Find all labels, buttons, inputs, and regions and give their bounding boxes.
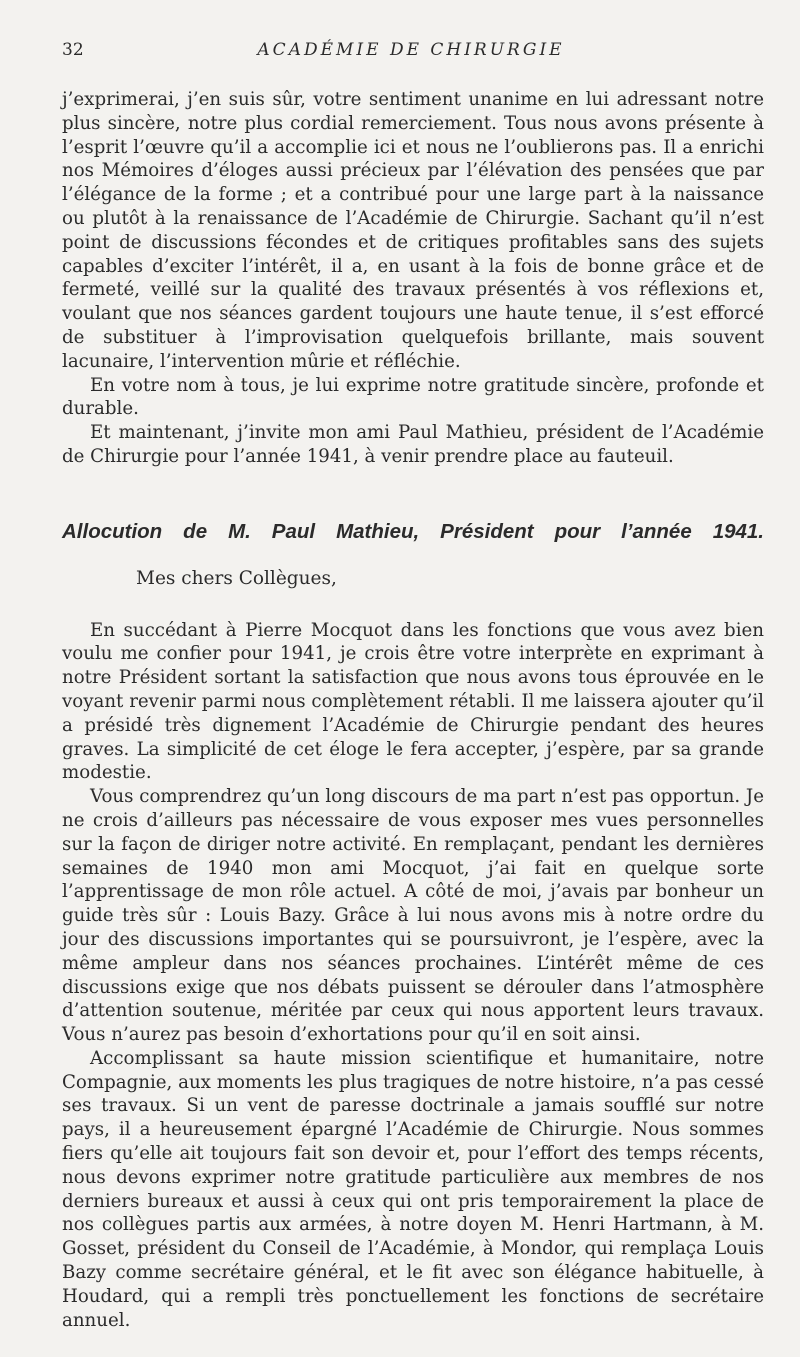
page-header — [62, 40, 760, 70]
salutation: Mes chers Collègues, — [136, 567, 337, 589]
running-title: ACADÉMIE DE CHIRURGIE — [257, 40, 565, 60]
page-number: 32 — [62, 40, 84, 60]
body-text — [62, 88, 764, 1332]
paragraph: En succédant à Pierre Mocquot dans les fonctions que vous avez bien voulu me confier pour 1941, je crois être votre interprète en exprimant à notre Président sortant la satisfaction que nous avons tous éprouvée en le voyant revenir parmi nous complètement rétabli. Il me laissera ajouter qu’il a présidé très dignement l’Académie de Chirurgie pendant des heures graves. La simplicité de cet éloge le fera accepter, j’espère, par sa grande modestie. — [62, 619, 764, 784]
section-title: Allocution de M. Paul Mathieu, Président pour l’année 1941. — [62, 519, 764, 543]
paragraph: Accomplissant sa haute mission scientifique et humanitaire, notre Compagnie, aux moments les plus tragiques de notre histoire, n’a pas cessé ses travaux. Si un vent de paresse doctrinale a jamais soufflé sur notre pays, il a heureusement épargné l’Académie de Chirurgie. Nous sommes fiers qu’elle ait toujours fait son devoir et, pour l’effort des temps récents, nous devons exprimer notre gratitude particulière aux membres de nos derniers bureaux et aussi à ceux qui ont pris temporairement la place de nos collègues partis aux armées, à notre doyen M. Henri Hartmann, à M. Gosset, président du Conseil de l’Académie, à Mondor, qui remplaça Louis Bazy comme secrétaire général, et le fit avec son élégance habituelle, à Houdard, qui a rempli très ponctuellement les fonctions de secrétaire annuel. — [62, 1047, 765, 1331]
paragraph: Et maintenant, j’invite mon ami Paul Mathieu, président de l’Académie de Chirurgie pour l’année 1941, à venir prendre place au fauteuil. — [62, 422, 764, 467]
paragraph: Vous comprendrez qu’un long discours de ma part n’est pas opportun. Je ne crois d’ailleurs pas nécessaire de vous exposer mes vues personnelles sur la façon de diriger notre activité. En remplaçant, pendant les dernières semaines de 1940 mon ami Mocquot, j’ai fait en quelque sorte l’apprentissage de mon rôle actuel. A côté de moi, j’avais par bonheur un guide très sûr : Louis Bazy. Grâce à lui nous avons mis à notre ordre du jour des discussions importantes qui se poursuivront, je l’espère, avec la même ampleur dans nos séances prochaines. L’intérêt même de ces discussions exige que nos débats puissent se dérouler dans l’atmosphère d’attention soutenue, méritée par ceux qui nous apportent leurs travaux. Vous n’aurez pas besoin d’exhortations pour qu’il en soit ainsi. — [62, 786, 764, 1046]
paragraph-continued: j’exprimerai, j’en suis sûr, votre sentiment unanime en lui adressant notre plus sincère, notre plus cordial remerciement. Tous nous avons présente à l’esprit l’œuvre qu’il a accomplie ici et nous ne l’oublierons pas. Il a enrichi nos Mémoires d’éloges aussi précieux par l’élévation des pensées que par l’élégance de la forme ; et a contribué pour une large part à la naissance ou plutôt à la renaissance de l’Académie de Chirurgie. Sachant qu’il n’est point de discussions fécondes et de critiques profitables sans des sujets capables d’exciter l’intérêt, il a, en usant à la fois de bonne grâce et de fermeté, veillé sur la qualité des travaux présentés à vos réflexions et, voulant que nos séances gardent toujours une haute tenue, il s’est efforcé de substituer à l’improvisation quelquefois brillante, mais souvent lacunaire, l’intervention mûrie et réfléchie. — [62, 89, 764, 372]
paragraph: En votre nom à tous, je lui exprime notre gratitude sincère, profonde et durable. — [62, 374, 764, 420]
